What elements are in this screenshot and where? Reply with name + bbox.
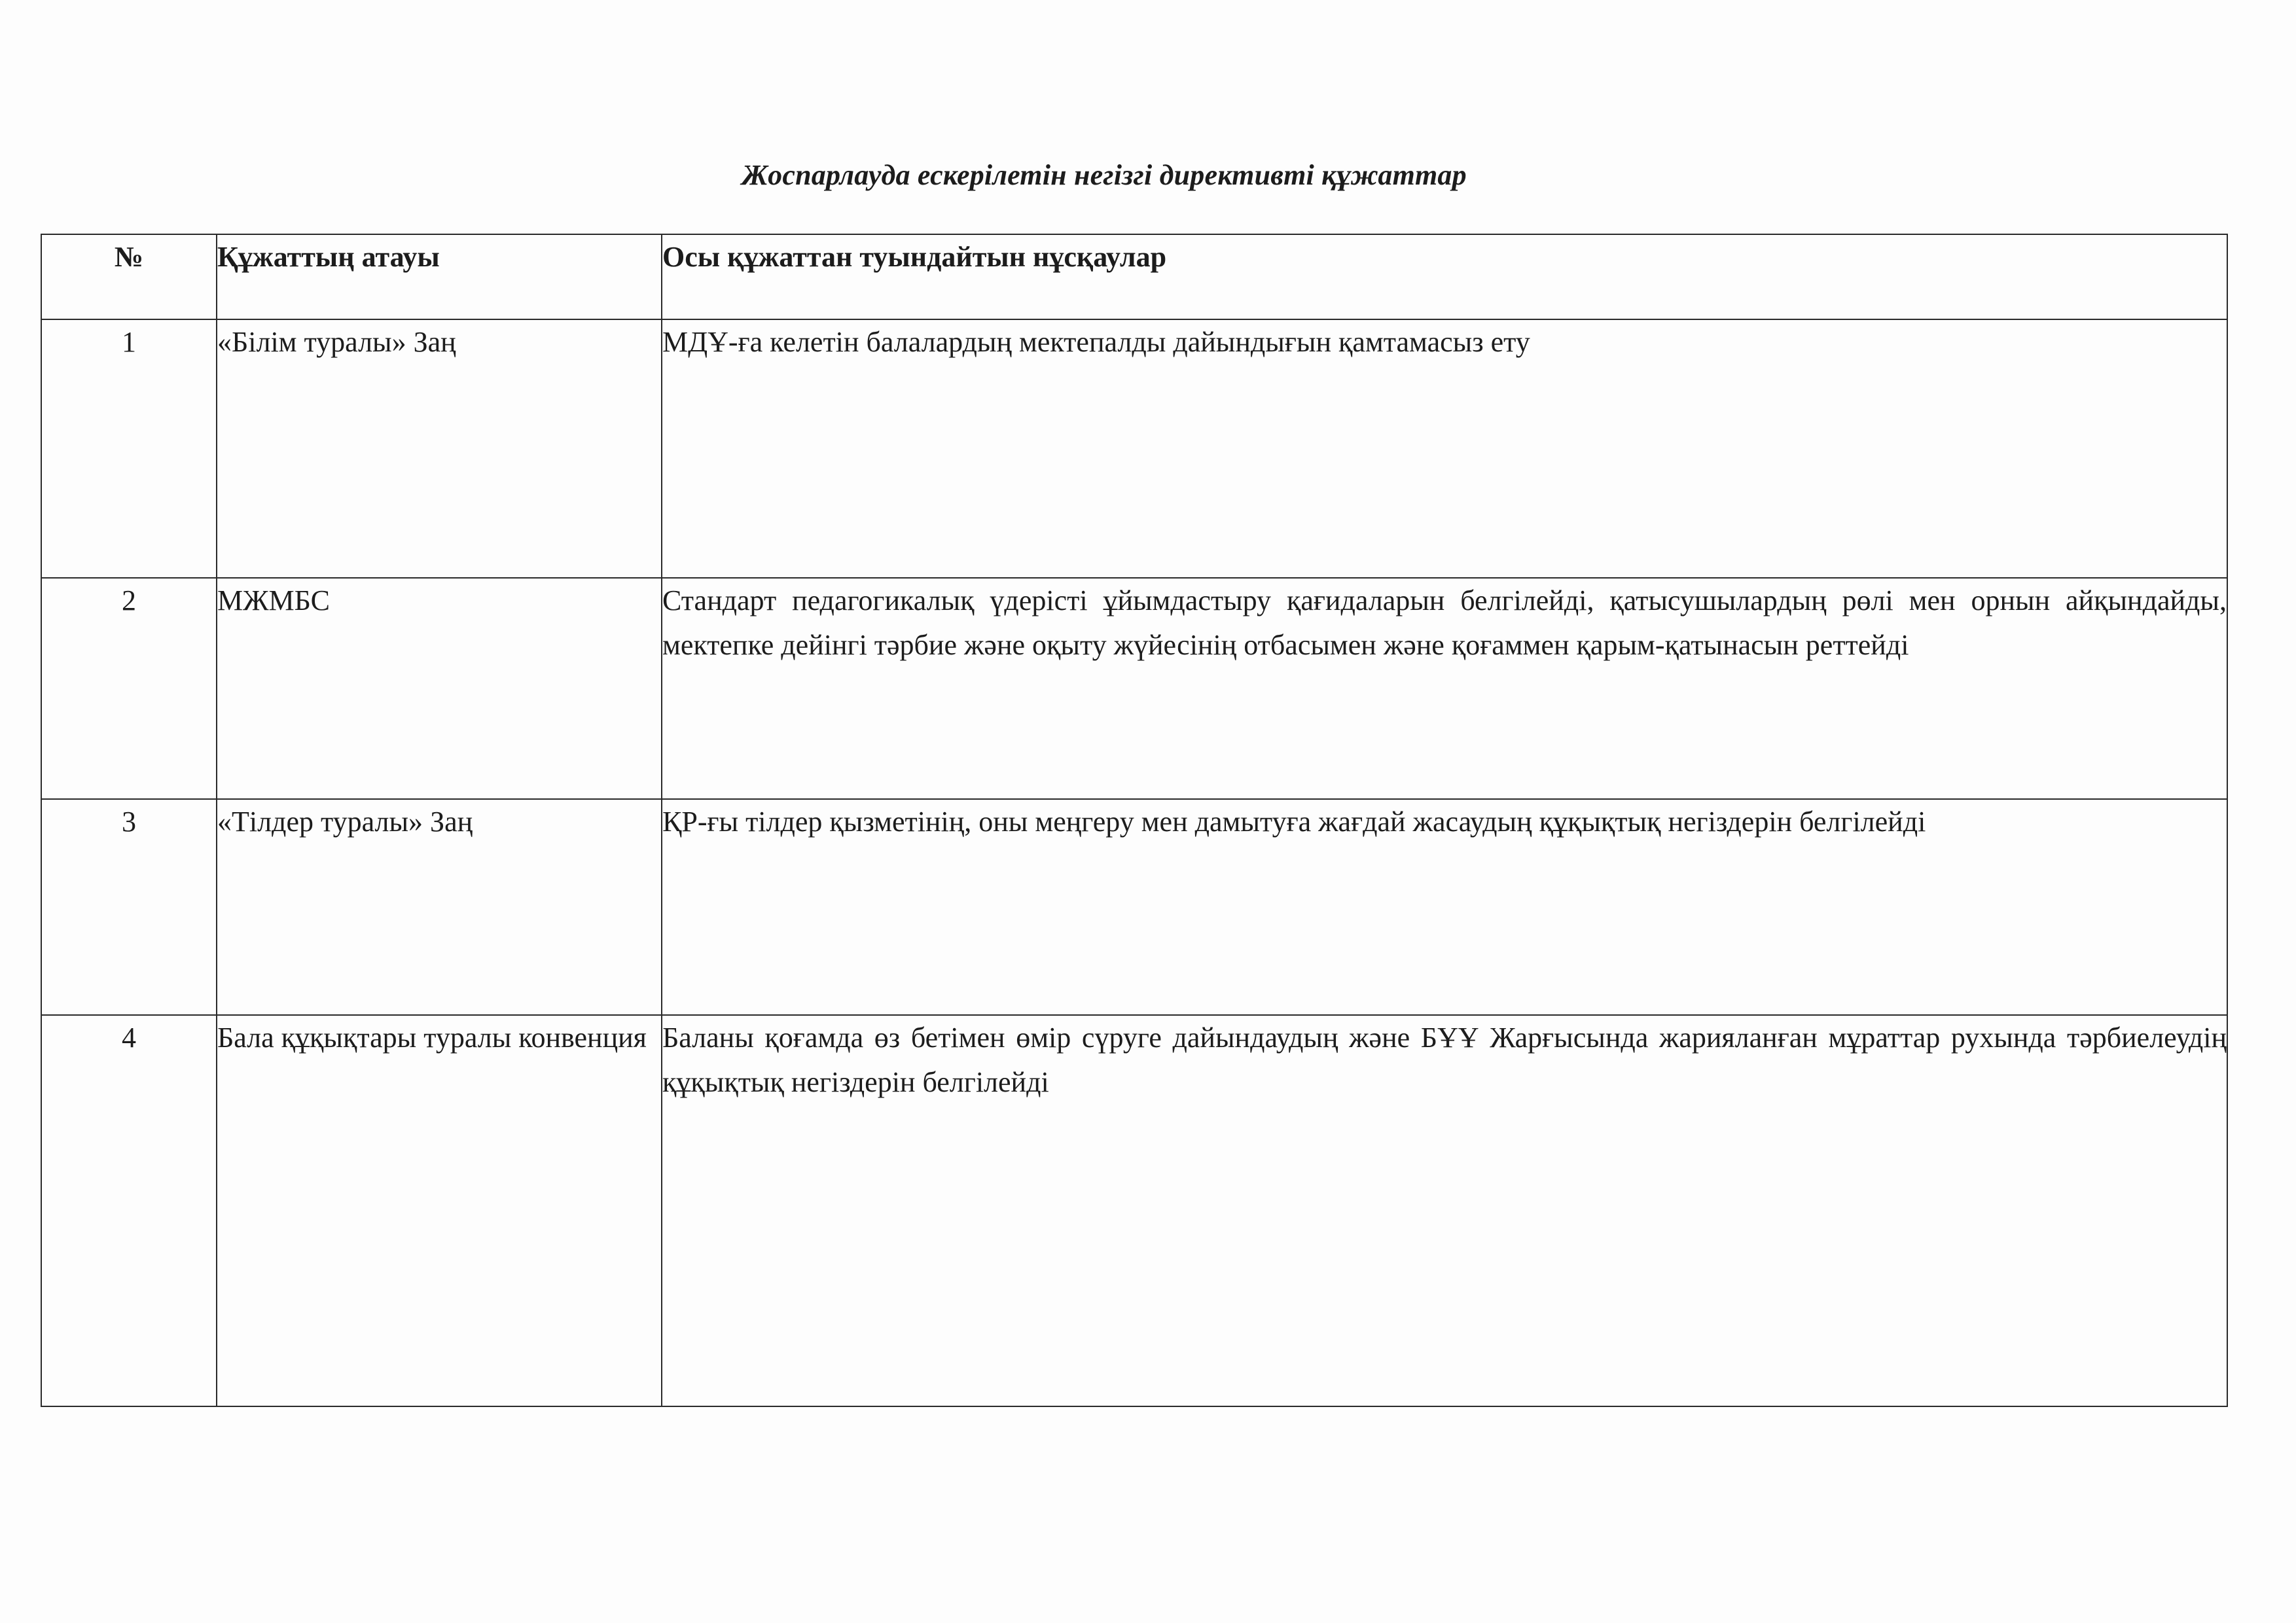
header-number: № (41, 234, 217, 319)
table-row (41, 319, 2227, 578)
row-number: 1 (41, 319, 217, 578)
table-row (41, 578, 2227, 799)
header-instructions: Осы құжаттан туындайтын нұсқаулар (662, 234, 2227, 319)
row-document-name: «Тілдер туралы» Заң (217, 799, 662, 1015)
row-document-name: Бала құқықтары туралы конвенция (217, 1015, 662, 1406)
row-instructions: МДҰ-ға келетін балалардың мектепалды дайындығын қамтамасыз ету (662, 319, 2227, 578)
table-header-row (41, 234, 2227, 319)
row-instructions: Баланы қоғамда өз бетімен өмір сүруге дайындаудың және БҰҰ Жарғысында жарияланған мұраттар рухында тәрбиелеудің құқықтық негіздерін белгілейді (662, 1015, 2227, 1406)
header-document-name: Құжаттың атауы (217, 234, 662, 319)
directive-documents-table (41, 234, 2228, 1407)
table-row (41, 799, 2227, 1015)
document-title: Жоспарлауда ескерілетін негізгі директивті құжаттар (742, 159, 1467, 191)
row-instructions: ҚР-ғы тілдер қызметінің, оны меңгеру мен дамытуға жағдай жасаудың құқықтық негіздерін белгілейді (662, 799, 2227, 1015)
row-document-name: МЖМБС (217, 578, 662, 799)
row-document-name: «Білім туралы» Заң (217, 319, 662, 578)
row-number: 3 (41, 799, 217, 1015)
table-row (41, 1015, 2227, 1406)
row-instructions: Стандарт педагогикалық үдерісті ұйымдастыру қағидаларын белгілейді, қатысушылардың рөлі мен орнын айқындайды, мектепке дейінгі тәрбие және оқыту жүйесінің отбасымен және қоғаммен қарым-қатынасын реттейді (662, 578, 2227, 799)
row-number: 4 (41, 1015, 217, 1406)
row-number: 2 (41, 578, 217, 799)
